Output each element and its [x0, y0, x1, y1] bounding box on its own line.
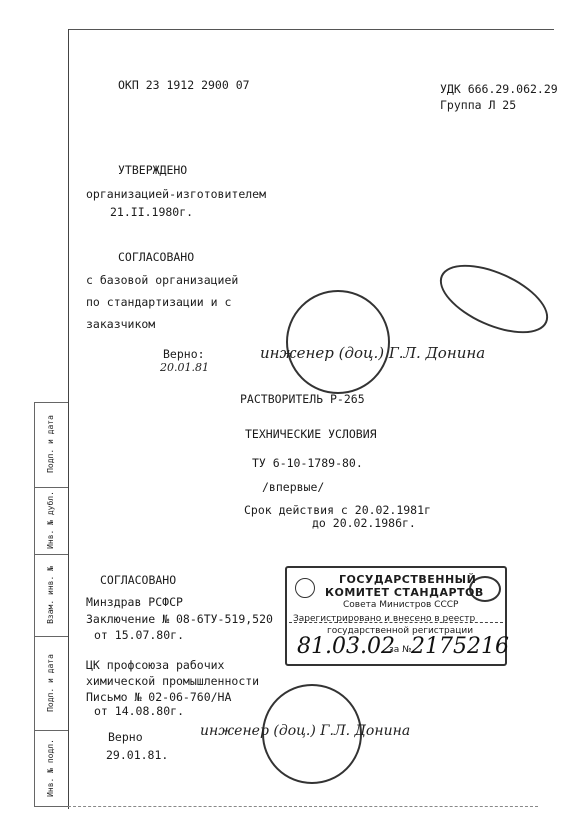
agreed-bottom-conclusion: Заключение № 08-6ТУ-519,520 — [86, 612, 273, 626]
registry-stamp — [285, 566, 507, 666]
margin-label-replace-inv: Взам. инв. № — [46, 566, 55, 624]
page-border-bottom — [68, 806, 538, 807]
document-first-edition: /впервые/ — [262, 480, 325, 494]
agreed-bottom-union: химической промышленности — [86, 674, 260, 688]
margin-separator — [34, 402, 68, 403]
document-title: РАСТВОРИТЕЛЬ Р-265 — [240, 392, 365, 406]
page-border-top — [68, 29, 554, 30]
stamp-registered: государственной регистрации — [327, 626, 474, 636]
agreed-bottom-conclusion-date: от 15.07.80г. — [94, 628, 185, 642]
agreed-bottom-letter-date: от 14.08.80г. — [94, 704, 185, 718]
stamp-line: ГОСУДАРСТВЕННЫЙ — [339, 573, 477, 586]
round-seal — [286, 290, 390, 394]
margin-column-border — [34, 402, 35, 807]
stamp-number-label: за № — [389, 645, 412, 655]
page-border-left — [68, 29, 69, 809]
verified-bottom-date: 29.01.81. — [106, 748, 169, 762]
validity-to: до 20.02.1986г. — [312, 516, 416, 530]
document-subtitle: ТЕХНИЧЕСКИЕ УСЛОВИЯ — [245, 427, 377, 441]
agreed-bottom-letter: Письмо № 02-06-760/НА — [86, 690, 232, 704]
agreed-title: СОГЛАСОВАНО — [118, 250, 195, 264]
approved-date: 21.II.1980г. — [110, 205, 194, 219]
okp-code: ОКП 23 1912 2900 07 — [118, 78, 250, 92]
verified-bottom-signature: инженер (доц.) Г.Л. Донина — [200, 723, 411, 739]
group-code: Группа Л 25 — [440, 98, 517, 112]
stamp-number: 2175216 — [411, 634, 509, 659]
document-code: ТУ 6-10-1789-80. — [252, 456, 363, 470]
oval-stamp — [430, 251, 558, 348]
verified-bottom-label: Верно — [108, 730, 143, 744]
udk-code: УДК 666.29.062.29 — [440, 82, 558, 96]
margin-separator — [34, 636, 68, 637]
margin-label-signature-date: Подп. и дата — [46, 415, 55, 473]
verified-date: 20.01.81 — [160, 361, 209, 374]
margin-separator — [34, 730, 68, 731]
agreed-bottom-org: Минздрав РСФСР — [86, 595, 183, 609]
margin-label-signature-date: Подп. и дата — [46, 654, 55, 712]
margin-label-original-inv: Инв. № подл. — [46, 739, 55, 797]
agreed-bottom-title: СОГЛАСОВАНО — [100, 573, 177, 587]
margin-separator — [34, 487, 68, 488]
agreed-line: с базовой организацией — [86, 273, 239, 287]
approved-title: УТВЕРЖДЕНО — [118, 163, 188, 177]
stamp-line: КОМИТЕТ СТАНДАРТОВ — [325, 586, 484, 599]
emblem-icon — [295, 578, 315, 598]
approved-org: организацией-изготовителем — [86, 187, 267, 201]
agreed-bottom-union: ЦК профсоюза рабочих — [86, 658, 225, 672]
margin-separator — [34, 806, 68, 807]
stamp-date: 81.03.02 — [297, 634, 395, 659]
stamp-registered: Зарегистрировано и внесено в реестр — [293, 614, 476, 624]
validity-from: Срок действия с 20.02.1981г — [244, 503, 431, 517]
margin-separator — [34, 554, 68, 555]
verified-label: Верно: — [163, 347, 205, 361]
agreed-line: по стандартизации и с — [86, 295, 232, 309]
margin-label-duplicate-inv: Инв. № дубл. — [46, 491, 55, 549]
stamp-line: Совета Министров СССР — [343, 600, 459, 610]
verified-signature: инженер (доц.) Г.Л. Донина — [260, 344, 486, 362]
agreed-line: заказчиком — [86, 317, 156, 331]
